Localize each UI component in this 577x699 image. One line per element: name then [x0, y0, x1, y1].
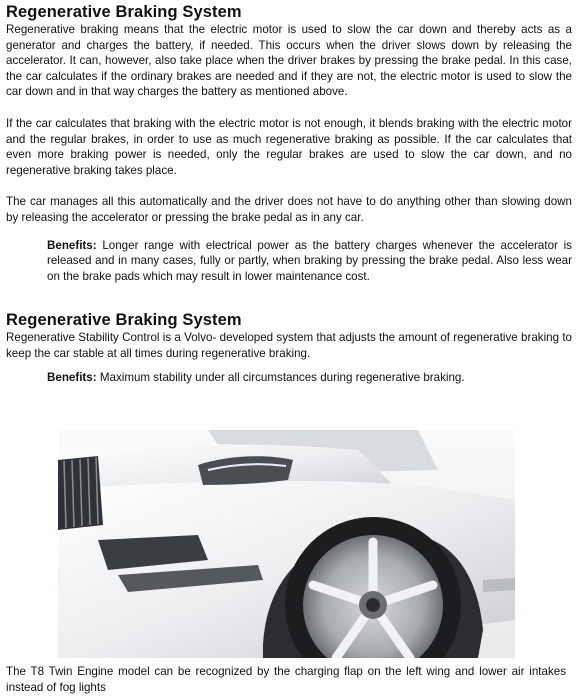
section1-paragraph-1: Regenerative braking means that the electric motor is used to slow the car down and thereby acts as a generator and charges the battery, if needed. This occurs when the driver slows down by releasing the accelerator. It can, however, also take place when the driver brakes by pressing the brake pedal. In this case, the car calculates if the ordinary brakes are needed and if they are not, the electric motor is used to slow the car down and in that way charges the battery as mentioned above.	[6, 23, 572, 99]
section1-benefits-label: Benefits:	[47, 238, 97, 252]
section1-paragraph-2: If the car calculates that braking with the electric motor is not enough, it blends braking with the electric motor and the regular brakes, in order to use as much regenerative braking as possible. If the car calculates that even more braking power is needed, only the regular brakes are used to slow the car down, and no regenerative braking takes place.	[6, 116, 572, 177]
section1-heading: Regenerative Braking System	[6, 3, 242, 21]
photo-caption: The T8 Twin Engine model can be recognized by the charging flap on the left wing and lower air intakes instead of fog lights	[6, 665, 566, 694]
section1-benefits	[6, 238, 572, 285]
section1-paragraph-3: The car manages all this automatically and the driver does not have to do anything other than slowing down by releasing the accelerator or pressing the brake pedal as in any car.	[6, 195, 572, 224]
section2-benefits	[6, 370, 572, 386]
section2-benefits-text: Maximum stability under all circumstances during regenerative braking.	[99, 370, 465, 384]
car-photo	[58, 430, 515, 658]
section1-benefits-text: Longer range with electrical power as the battery charges whenever the accelerator is released and in many cases, fully or partly, when braking by pressing the brake pedal. Also less wear on the brake pads which may result in lower maintenance cost.	[47, 238, 572, 283]
section2-heading: Regenerative Braking System	[6, 311, 242, 330]
document-page	[6, 0, 572, 385]
section2-benefits-label: Benefits:	[47, 370, 97, 384]
section2-paragraph: Regenerative Stability Control is a Volvo- developed system that adjusts the amount of regenerative braking to keep the car stable at all times during regenerative braking.	[6, 331, 572, 360]
